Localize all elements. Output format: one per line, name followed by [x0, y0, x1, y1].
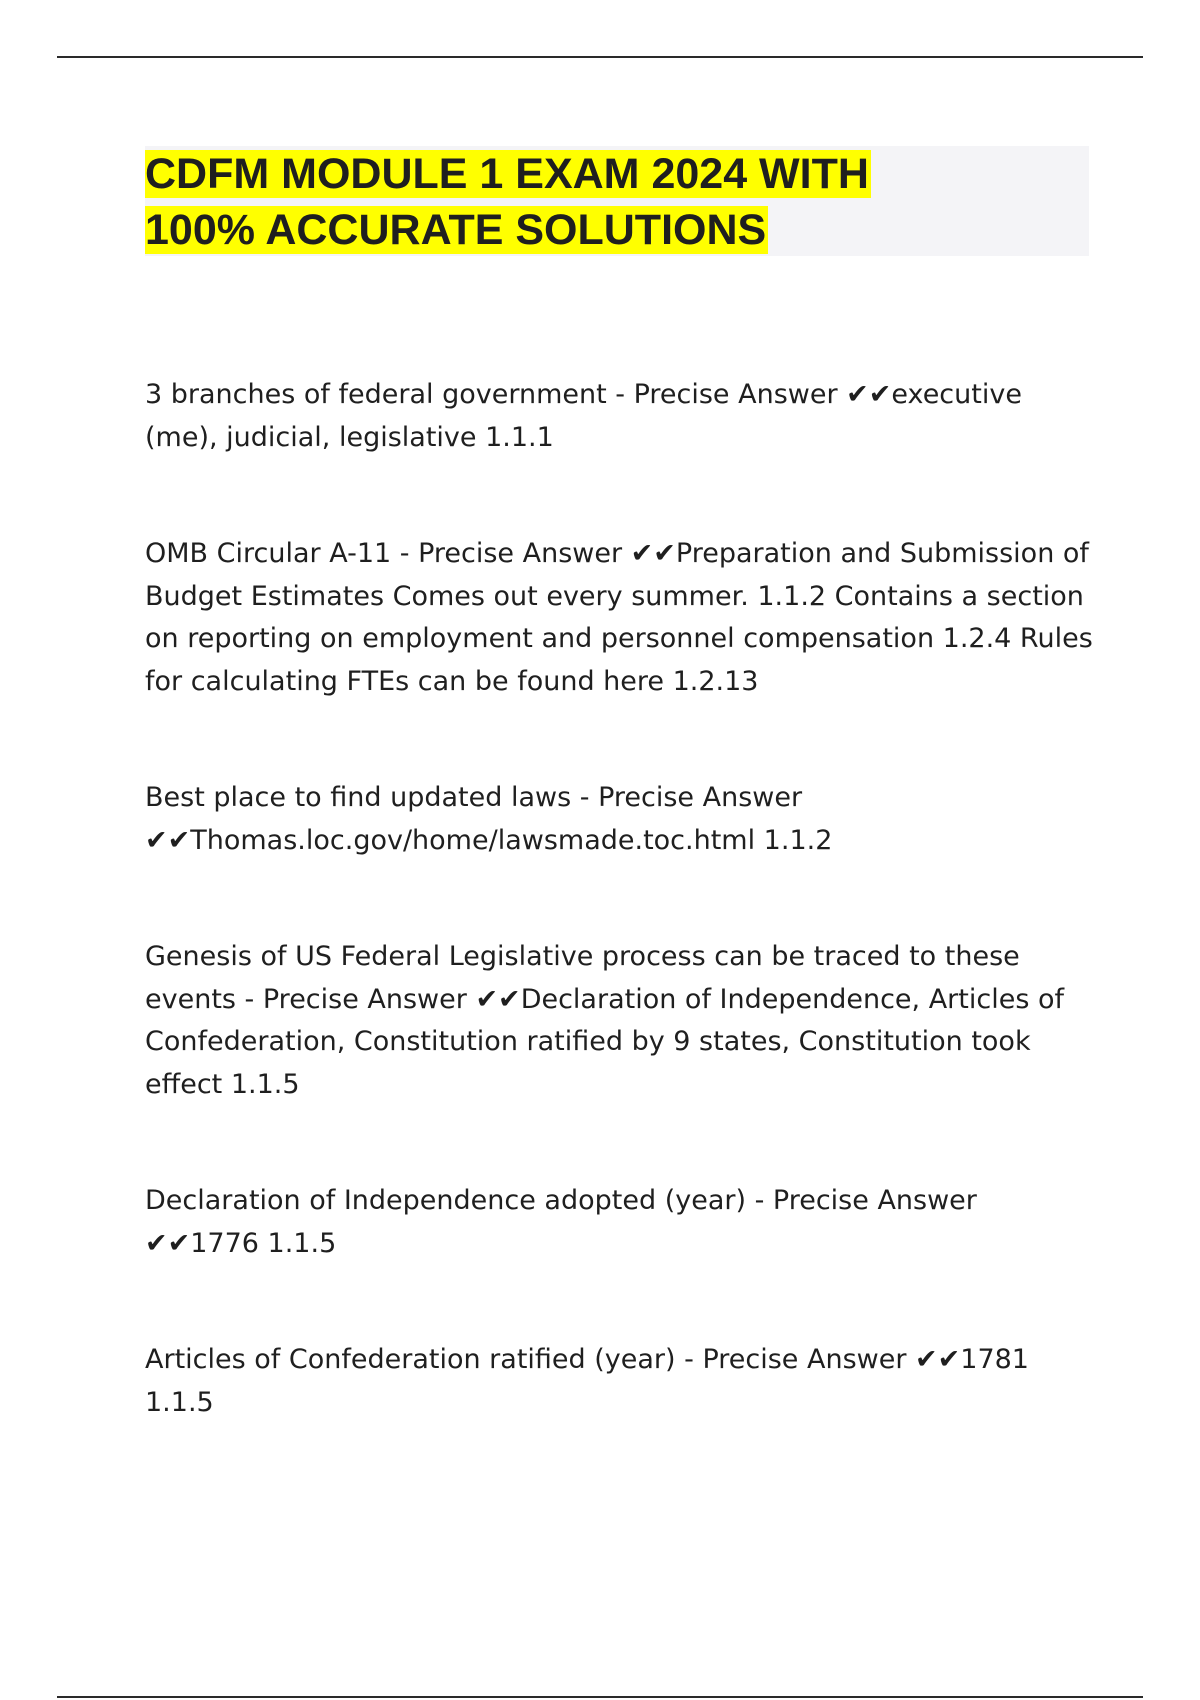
qa-item	[145, 936, 1095, 1106]
answer-text: Preparation and Submission of Budget Estimates Comes out every summer. 1.1.2 Contains a section on reporting on employment and personnel compensation 1.2.4 Rules for calculating FTEs can be found here 1.2.13	[145, 538, 1093, 697]
title-line-1: CDFM MODULE 1 EXAM 2024 WITH	[145, 150, 869, 198]
answer-text: 1781 1.1.5	[145, 1344, 1029, 1418]
qa-item	[145, 374, 1095, 459]
qa-item	[145, 777, 1095, 862]
question-text: 3 branches of federal government - Precise Answer	[145, 379, 847, 410]
question-text: OMB Circular A-11 - Precise Answer	[145, 538, 631, 569]
question-text: Genesis of US Federal Legislative process can be traced to these events - Precise Answer	[145, 941, 1020, 1015]
double-check-icon: ✔✔	[475, 983, 521, 1015]
title-line-2: 100% ACCURATE SOLUTIONS	[145, 206, 767, 254]
question-text: Best place to find updated laws - Precise Answer	[145, 782, 803, 813]
double-check-icon: ✔✔	[846, 379, 892, 410]
answer-text: Thomas.loc.gov/home/lawsmade.toc.html 1.1.2	[190, 824, 833, 856]
qa-item	[145, 533, 1095, 703]
question-text: Articles of Confederation ratified (year) - Precise Answer	[145, 1344, 916, 1375]
question-text: Declaration of Independence adopted (year) - Precise Answer	[145, 1185, 977, 1216]
double-check-icon: ✔✔	[145, 1227, 191, 1259]
double-check-icon: ✔✔	[145, 824, 191, 856]
qa-item	[145, 1180, 1095, 1265]
double-check-icon: ✔✔	[915, 1344, 961, 1375]
top-rule	[57, 56, 1143, 58]
title-block	[145, 146, 1089, 256]
double-check-icon: ✔✔	[630, 538, 676, 569]
qa-item	[145, 1339, 1095, 1424]
qa-list	[145, 374, 1095, 1424]
bottom-rule	[57, 1696, 1143, 1698]
answer-text: 1776 1.1.5	[190, 1227, 337, 1259]
document-title	[145, 146, 1089, 258]
answer-text: executive (me), judicial, legislative 1.1.1	[145, 379, 1022, 453]
answer-text: Declaration of Independence, Articles of Confederation, Constitution ratified by 9 states, Constitution took effect 1.1.5	[145, 983, 1064, 1100]
